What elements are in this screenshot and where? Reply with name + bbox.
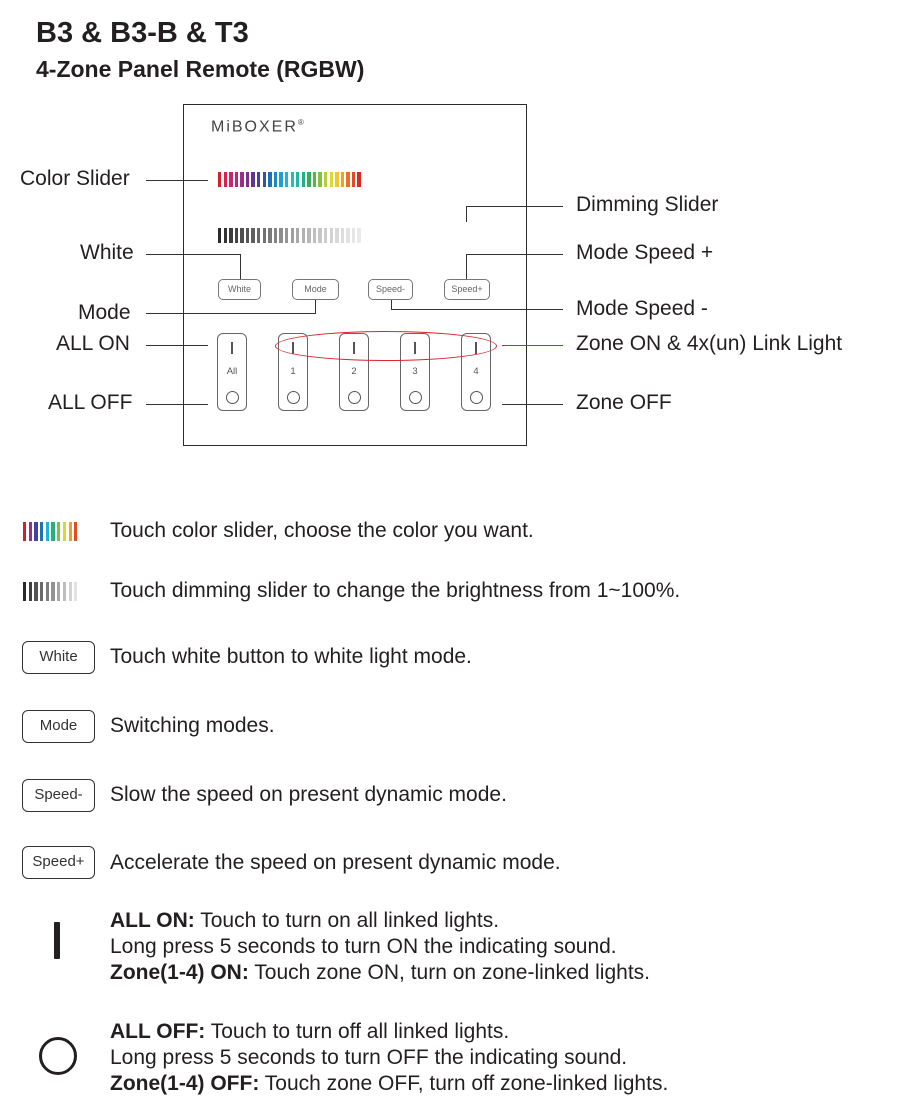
- color-slider-segment: [357, 172, 360, 187]
- dimming-slider-segment: [218, 228, 221, 243]
- off-icon[interactable]: [348, 391, 361, 404]
- dimming-slider-segment: [318, 228, 321, 243]
- callout-color-slider: Color Slider: [20, 167, 130, 190]
- color-slider-icon: [23, 522, 77, 541]
- leader-line: [146, 313, 316, 314]
- leader-line: [391, 300, 392, 310]
- dimming-slider-segment: [330, 228, 333, 243]
- zone-off-description: Zone(1-4) OFF: Touch zone OFF, turn off zone-linked lights.: [110, 1072, 669, 1095]
- dimming-slider-segment: [324, 228, 327, 243]
- gray-swatch-bar: [40, 582, 43, 601]
- speed-plus-button[interactable]: Speed+: [444, 279, 490, 300]
- leader-line: [146, 345, 208, 346]
- dimming-slider-segment: [335, 228, 338, 243]
- color-slider-segment: [330, 172, 333, 187]
- dimming-slider-segment: [224, 228, 227, 243]
- color-swatch-bar: [51, 522, 54, 541]
- dimming-slider-segment: [268, 228, 271, 243]
- callout-zone-on: Zone ON & 4x(un) Link Light: [576, 332, 843, 355]
- off-icon[interactable]: [470, 391, 483, 404]
- color-slider-segment: [352, 172, 355, 187]
- color-slider-segment: [318, 172, 321, 187]
- color-slider-segment: [263, 172, 266, 187]
- gray-swatch-bar: [29, 582, 32, 601]
- leader-line: [315, 300, 316, 314]
- color-slider-segment: [246, 172, 249, 187]
- leader-line: [240, 254, 241, 279]
- speed-plus-description: Accelerate the speed on present dynamic mode.: [110, 851, 561, 874]
- color-swatch-bar: [63, 522, 66, 541]
- gray-swatch-bar: [74, 582, 77, 601]
- all-off-description: ALL OFF: Touch to turn off all linked lights.: [110, 1020, 510, 1043]
- off-long-press-description: Long press 5 seconds to turn OFF the indicating sound.: [110, 1046, 628, 1069]
- dimming-slider-icon: [23, 582, 77, 601]
- color-slider-segment: [229, 172, 232, 187]
- dimming-slider-segment: [279, 228, 282, 243]
- off-icon[interactable]: [287, 391, 300, 404]
- color-slider-description: Touch color slider, choose the color you want.: [110, 519, 534, 542]
- color-swatch-bar: [29, 522, 32, 541]
- leader-line: [146, 180, 208, 181]
- callout-all-off: ALL OFF: [48, 391, 133, 414]
- gray-swatch-bar: [69, 582, 72, 601]
- speed-minus-button[interactable]: Speed-: [368, 279, 413, 300]
- color-slider-segment: [285, 172, 288, 187]
- zone-on-description: Zone(1-4) ON: Touch zone ON, turn on zone-linked lights.: [110, 961, 651, 984]
- color-slider-segment: [324, 172, 327, 187]
- color-slider-segment: [335, 172, 338, 187]
- leader-line: [466, 206, 467, 222]
- callout-mode: Mode: [78, 301, 131, 324]
- callout-mode-speed-plus: Mode Speed +: [576, 241, 714, 264]
- gray-swatch-bar: [51, 582, 54, 601]
- leader-line: [502, 404, 563, 405]
- color-slider-segment: [268, 172, 271, 187]
- color-slider-segment: [341, 172, 344, 187]
- dimming-slider-segment: [296, 228, 299, 243]
- color-slider-segment: [240, 172, 243, 187]
- gray-swatch-bar: [63, 582, 66, 601]
- zone-label: 3: [412, 366, 418, 377]
- color-slider-segment: [302, 172, 305, 187]
- mode-button-description: Switching modes.: [110, 714, 275, 737]
- gray-swatch-bar: [57, 582, 60, 601]
- leader-line: [146, 254, 241, 255]
- dimming-slider-segment: [302, 228, 305, 243]
- dimming-slider-segment: [246, 228, 249, 243]
- off-icon[interactable]: [226, 391, 239, 404]
- mode-button[interactable]: Mode: [292, 279, 339, 300]
- color-slider[interactable]: [218, 172, 361, 187]
- dimming-slider[interactable]: [218, 228, 361, 243]
- dimming-slider-description: Touch dimming slider to change the brightness from 1~100%.: [110, 579, 681, 602]
- zone-label: 2: [351, 366, 357, 377]
- color-swatch-bar: [23, 522, 26, 541]
- dimming-slider-segment: [346, 228, 349, 243]
- dimming-slider-segment: [274, 228, 277, 243]
- on-icon[interactable]: [231, 342, 233, 354]
- off-icon: [39, 1037, 77, 1075]
- color-slider-segment: [307, 172, 310, 187]
- speed-minus-description: Slow the speed on present dynamic mode.: [110, 783, 507, 806]
- callout-mode-speed-minus: Mode Speed -: [576, 297, 708, 320]
- leader-line: [466, 206, 563, 207]
- page-subtitle: 4-Zone Panel Remote (RGBW): [36, 56, 365, 82]
- leader-line: [146, 404, 208, 405]
- gray-swatch-bar: [34, 582, 37, 601]
- callout-zone-off: Zone OFF: [576, 391, 672, 414]
- zone-on-highlight-ellipse: [275, 331, 497, 361]
- gray-swatch-bar: [46, 582, 49, 601]
- gray-swatch-bar: [23, 582, 26, 601]
- color-slider-segment: [279, 172, 282, 187]
- dimming-slider-segment: [257, 228, 260, 243]
- mode-button-icon: Mode: [22, 710, 95, 743]
- leader-line: [466, 254, 563, 255]
- color-slider-segment: [274, 172, 277, 187]
- brand-logo: MiBOXER®: [211, 118, 304, 136]
- zone-all-key[interactable]: [217, 333, 247, 411]
- dimming-slider-segment: [352, 228, 355, 243]
- zone-label: All: [226, 366, 238, 377]
- color-slider-segment: [235, 172, 238, 187]
- color-swatch-bar: [46, 522, 49, 541]
- leader-line: [466, 254, 467, 279]
- zone-label: 1: [290, 366, 296, 377]
- color-slider-segment: [296, 172, 299, 187]
- leader-line: [502, 345, 563, 346]
- color-slider-segment: [257, 172, 260, 187]
- speed-plus-button-icon: Speed+: [22, 846, 95, 879]
- dimming-slider-segment: [341, 228, 344, 243]
- color-slider-segment: [224, 172, 227, 187]
- dimming-slider-segment: [357, 228, 360, 243]
- page-title: B3 & B3-B & T3: [36, 17, 249, 49]
- speed-minus-button-icon: Speed-: [22, 779, 95, 812]
- color-swatch-bar: [57, 522, 60, 541]
- color-slider-segment: [251, 172, 254, 187]
- color-swatch-bar: [69, 522, 72, 541]
- callout-all-on: ALL ON: [56, 332, 130, 355]
- dimming-slider-segment: [229, 228, 232, 243]
- dimming-slider-segment: [240, 228, 243, 243]
- dimming-slider-segment: [285, 228, 288, 243]
- leader-line: [391, 309, 563, 310]
- color-slider-segment: [313, 172, 316, 187]
- off-icon[interactable]: [409, 391, 422, 404]
- zone-label: 4: [473, 366, 479, 377]
- on-long-press-description: Long press 5 seconds to turn ON the indicating sound.: [110, 935, 617, 958]
- white-button-icon: White: [22, 641, 95, 674]
- dimming-slider-segment: [291, 228, 294, 243]
- on-icon: [54, 922, 60, 959]
- color-swatch-bar: [74, 522, 77, 541]
- callout-dimming-slider: Dimming Slider: [576, 193, 719, 216]
- color-slider-segment: [218, 172, 221, 187]
- color-slider-segment: [346, 172, 349, 187]
- color-swatch-bar: [34, 522, 37, 541]
- dimming-slider-segment: [307, 228, 310, 243]
- white-button[interactable]: White: [218, 279, 261, 300]
- dimming-slider-segment: [263, 228, 266, 243]
- color-slider-segment: [291, 172, 294, 187]
- dimming-slider-segment: [313, 228, 316, 243]
- dimming-slider-segment: [251, 228, 254, 243]
- dimming-slider-segment: [235, 228, 238, 243]
- callout-white: White: [80, 241, 134, 264]
- color-swatch-bar: [40, 522, 43, 541]
- white-button-description: Touch white button to white light mode.: [110, 645, 472, 668]
- all-on-description: ALL ON: Touch to turn on all linked lights.: [110, 909, 500, 932]
